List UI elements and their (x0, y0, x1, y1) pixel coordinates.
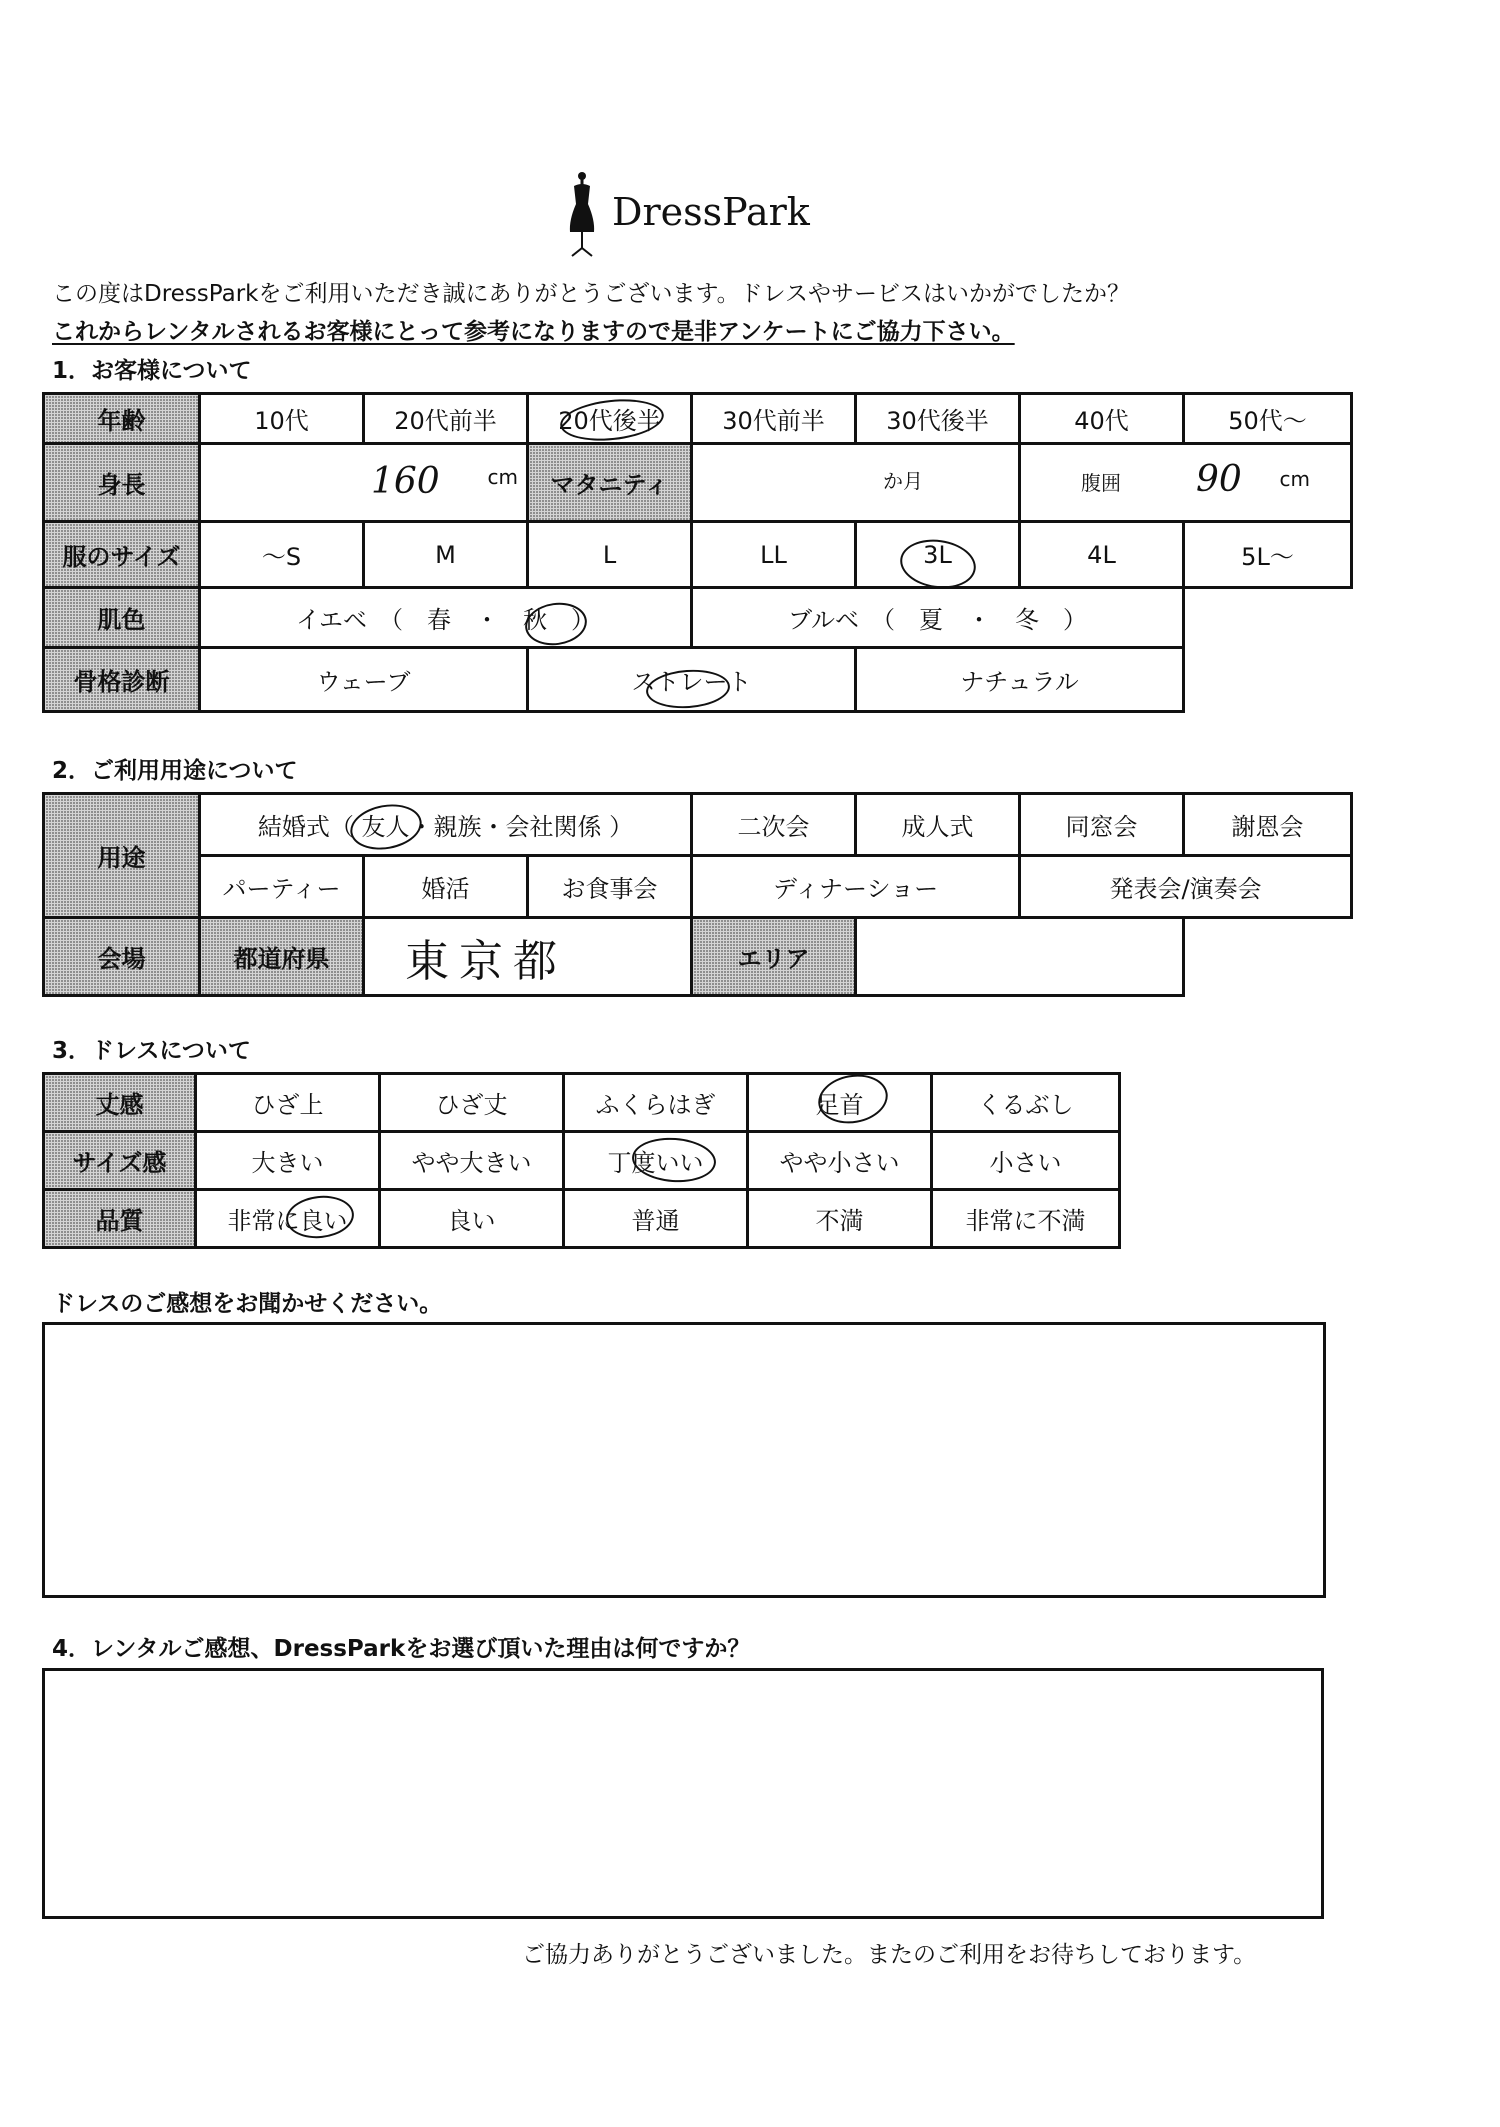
waist-field[interactable] (1020, 444, 1352, 522)
height-value: 160 (371, 461, 440, 502)
intro-line-1: この度はDressParkをご利用いただき誠にありがとうございます。ドレスやサービスはいかがでしたか？ (52, 281, 1130, 307)
size-option[interactable]: M (364, 522, 528, 588)
section3-title: 3．ドレスについて (52, 1038, 251, 1064)
purpose-option[interactable]: ディナーショー (692, 856, 1020, 918)
size-label: 服のサイズ (44, 522, 200, 588)
length-option[interactable]: くるぶし (932, 1074, 1120, 1132)
bone-option-selected[interactable]: ストレート (528, 648, 856, 712)
purpose-option[interactable]: 二次会 (692, 794, 856, 856)
fit-option[interactable]: 小さい (932, 1132, 1120, 1190)
wedding-option[interactable]: 結婚式（ 友人・親族・会社関係 ） (200, 794, 692, 856)
skin-label: 肌色 (44, 588, 200, 648)
venue-label: 会場 (44, 918, 200, 996)
age-option[interactable]: 40代 (1020, 394, 1184, 444)
purpose-option[interactable]: パーティー (200, 856, 364, 918)
length-option[interactable]: ふくらはぎ (564, 1074, 748, 1132)
length-option[interactable]: ひざ丈 (380, 1074, 564, 1132)
maternity-unit: か月 (883, 469, 923, 493)
dress-form-icon (560, 170, 604, 260)
quality-option[interactable]: 普通 (564, 1190, 748, 1248)
size-option[interactable]: LL (692, 522, 856, 588)
maternity-field[interactable] (692, 444, 1020, 522)
purpose-label: 用途 (44, 794, 200, 918)
bone-option[interactable]: ウェーブ (200, 648, 528, 712)
waist-value: 90 (1196, 459, 1242, 500)
maternity-label: マタニティ (528, 444, 692, 522)
length-option-selected[interactable]: 足首 (748, 1074, 932, 1132)
fit-option[interactable]: やや小さい (748, 1132, 932, 1190)
intro-line-2: これからレンタルされるお客様にとって参考になりますので是非アンケートにご協力下さい。 (52, 319, 1015, 345)
rental-reason-box[interactable] (42, 1668, 1324, 1919)
brand-name: DressPark (612, 190, 810, 234)
quality-label: 品質 (44, 1190, 196, 1248)
skin-blue-option[interactable]: ブルベ （ 夏 ・ 冬 ） (692, 588, 1184, 648)
size-option[interactable]: 5L～ (1184, 522, 1352, 588)
purpose-option[interactable]: 婚活 (364, 856, 528, 918)
dress-comment-box[interactable] (42, 1322, 1326, 1598)
age-option[interactable]: 20代前半 (364, 394, 528, 444)
prefecture-field[interactable] (364, 918, 692, 996)
size-option[interactable]: ～S (200, 522, 364, 588)
section2-title: 2．ご利用用途について (52, 758, 298, 784)
purpose-option[interactable]: 成人式 (856, 794, 1020, 856)
height-label: 身長 (44, 444, 200, 522)
prefecture-label: 都道府県 (200, 918, 364, 996)
prefecture-value: 東京都 (405, 935, 567, 987)
fit-option[interactable]: やや大きい (380, 1132, 564, 1190)
length-label: 丈感 (44, 1074, 196, 1132)
quality-option-selected[interactable]: 非常に良い (196, 1190, 380, 1248)
dress-table (42, 1072, 1121, 1249)
section1-title: 1．お客様について (52, 358, 252, 384)
bone-label: 骨格診断 (44, 648, 200, 712)
length-option[interactable]: ひざ上 (196, 1074, 380, 1132)
closing-message: ご協力ありがとうございました。またのご利用をお待ちしております。 (522, 1942, 1257, 1968)
quality-option[interactable]: 不満 (748, 1190, 932, 1248)
height-unit: cm (487, 465, 518, 489)
bone-option[interactable]: ナチュラル (856, 648, 1184, 712)
size-option[interactable]: 4L (1020, 522, 1184, 588)
age-option[interactable]: 30代前半 (692, 394, 856, 444)
dress-comment-prompt: ドレスのご感想をお聞かせください。 (52, 1291, 443, 1317)
size-option-selected[interactable]: 3L (856, 522, 1020, 588)
area-field[interactable] (856, 918, 1184, 996)
quality-option[interactable]: 良い (380, 1190, 564, 1248)
purpose-option[interactable]: 謝恩会 (1184, 794, 1352, 856)
fit-option[interactable]: 大きい (196, 1132, 380, 1190)
quality-option[interactable]: 非常に不満 (932, 1190, 1120, 1248)
size-option[interactable]: L (528, 522, 692, 588)
waist-unit: cm (1279, 467, 1310, 491)
waist-label: 腹囲 (1081, 471, 1121, 495)
section4-title: 4．レンタルご感想、DressParkをお選び頂いた理由は何ですか？ (52, 1636, 751, 1662)
purpose-option[interactable]: 発表会/演奏会 (1020, 856, 1352, 918)
area-label: エリア (692, 918, 856, 996)
height-field[interactable] (200, 444, 528, 522)
customer-table (42, 392, 1353, 713)
purpose-option[interactable]: お食事会 (528, 856, 692, 918)
age-option[interactable]: 30代後半 (856, 394, 1020, 444)
skin-yellow-option[interactable]: イエベ （ 春 ・ 秋 ） (200, 588, 692, 648)
age-option-selected[interactable]: 20代後半 (528, 394, 692, 444)
age-label: 年齢 (44, 394, 200, 444)
purpose-table (42, 792, 1353, 997)
fit-label: サイズ感 (44, 1132, 196, 1190)
age-option[interactable]: 50代～ (1184, 394, 1352, 444)
purpose-option[interactable]: 同窓会 (1020, 794, 1184, 856)
dresspark-logo (560, 170, 820, 260)
age-option[interactable]: 10代 (200, 394, 364, 444)
fit-option-selected[interactable]: 丁度いい (564, 1132, 748, 1190)
